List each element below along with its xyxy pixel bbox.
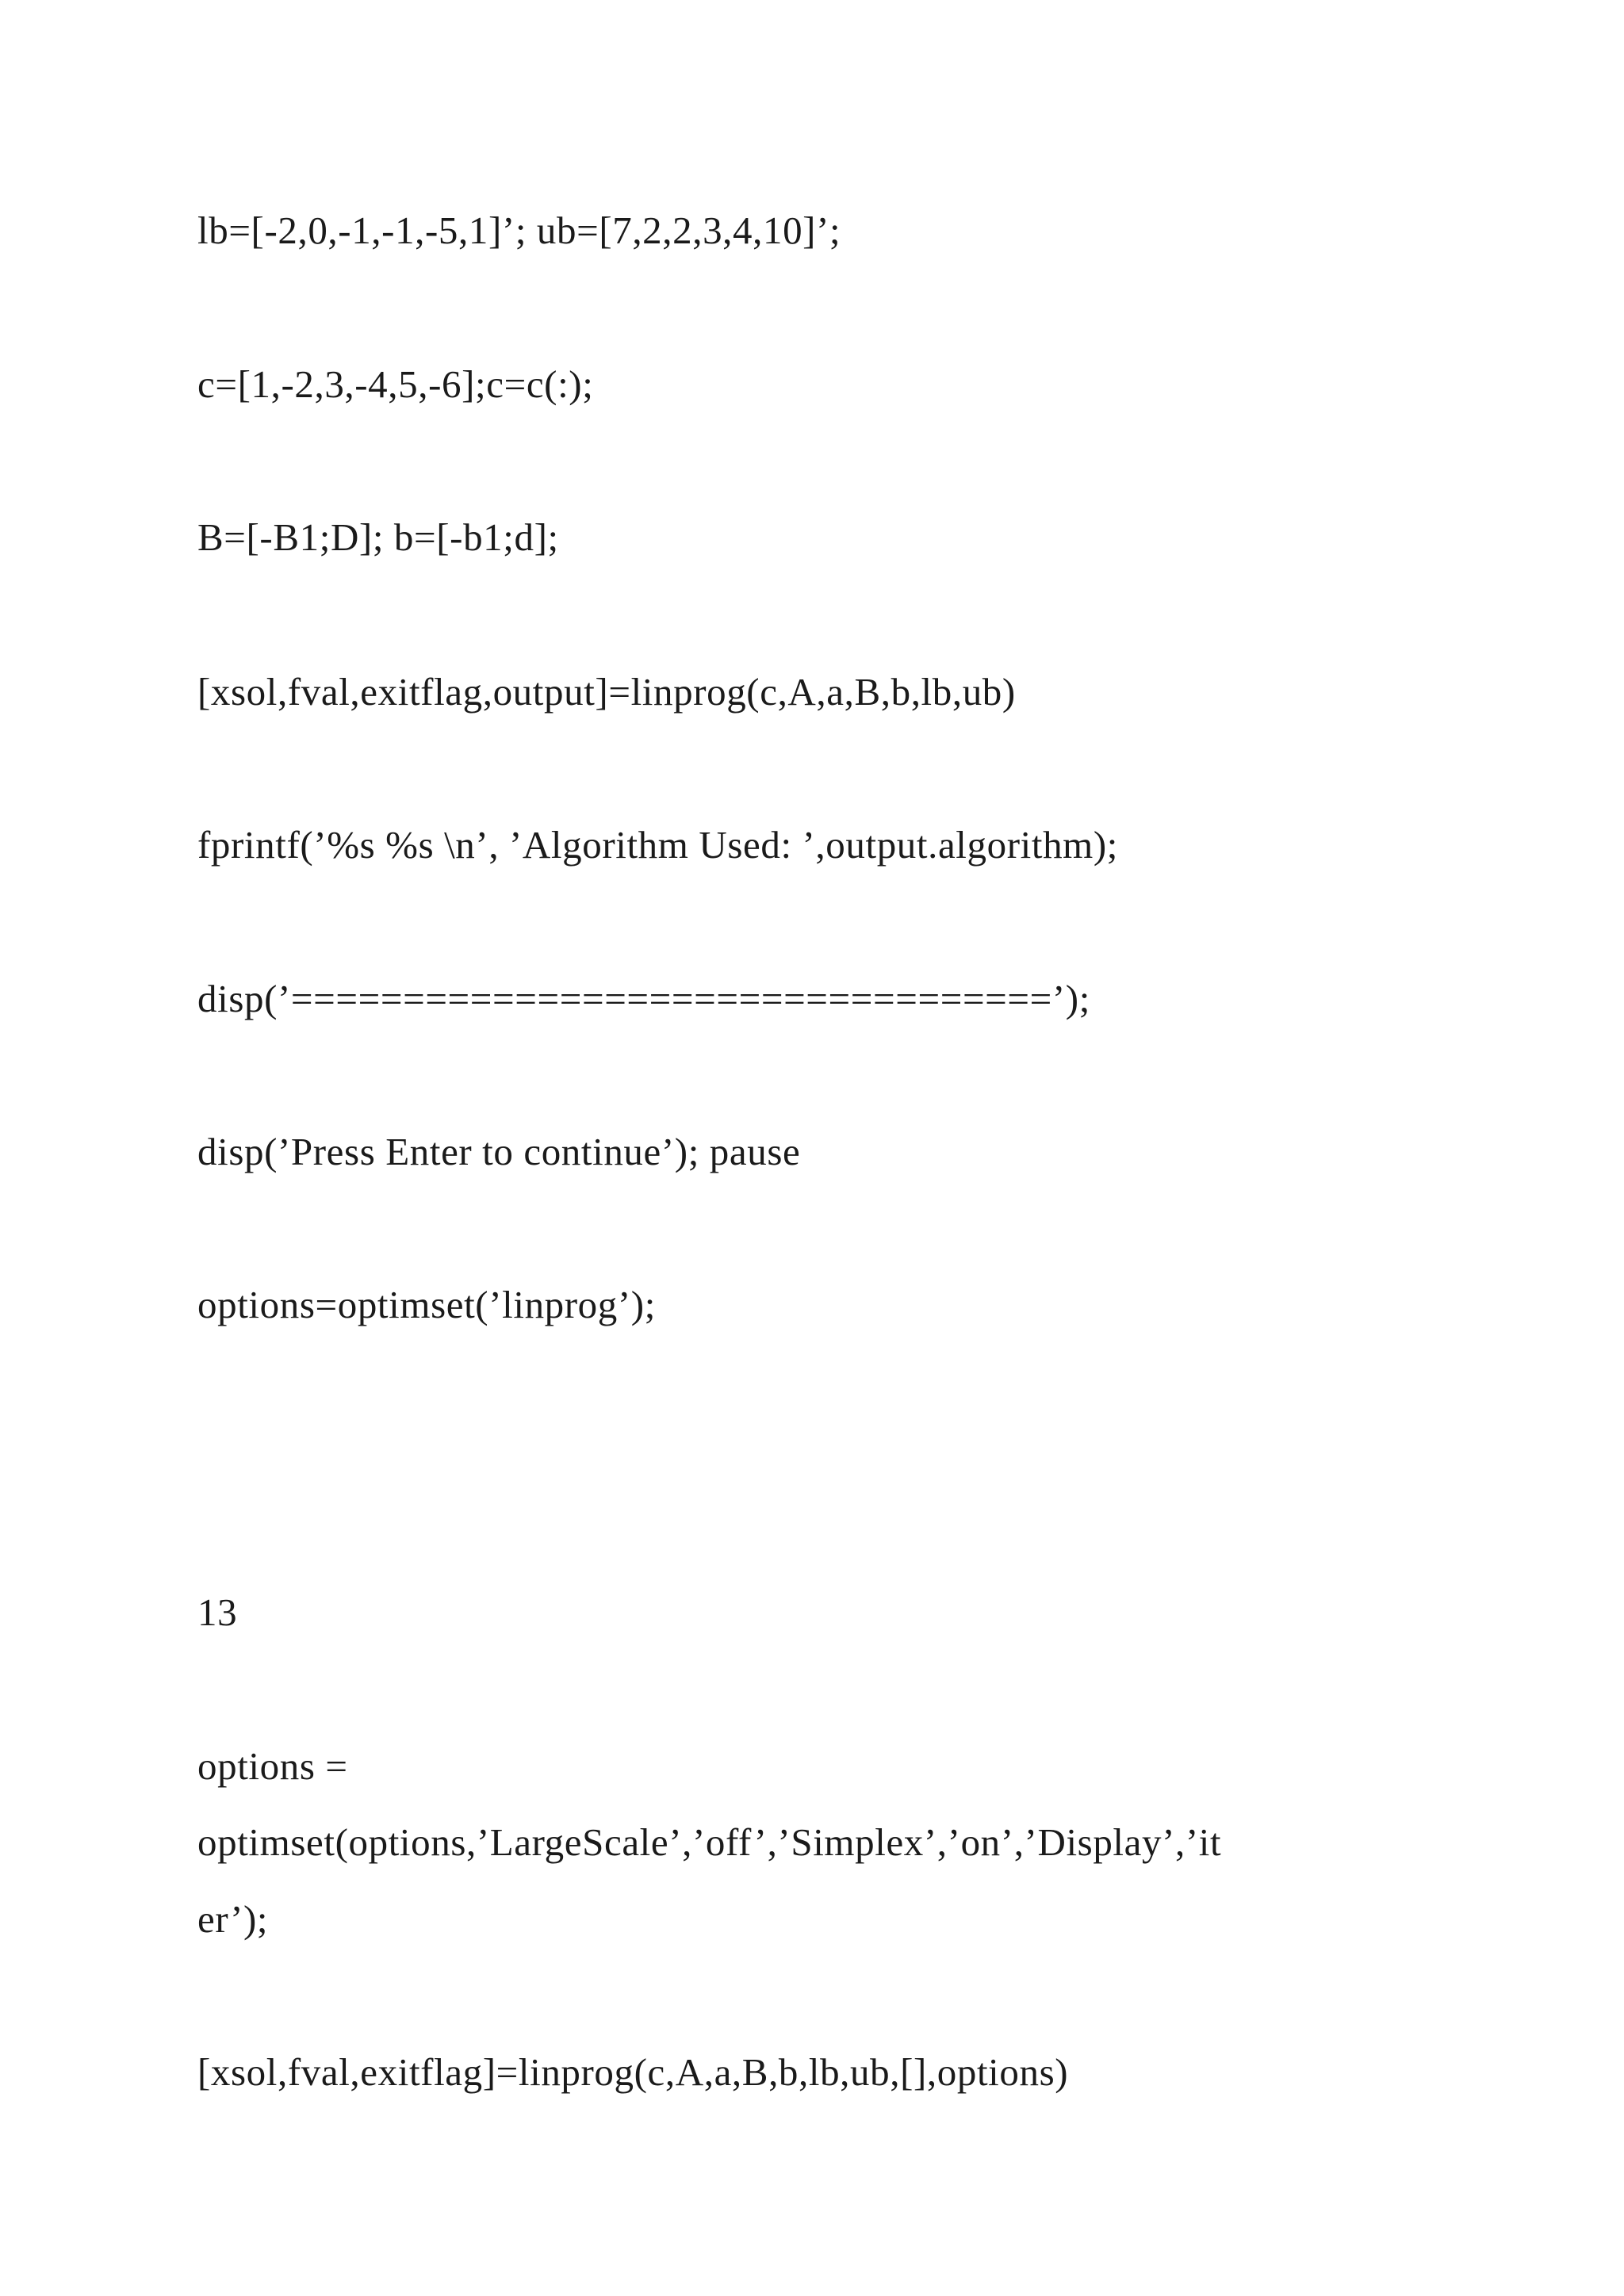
- code-line-disp-pause: disp(’Press Enter to continue’); pause: [197, 1130, 801, 1173]
- code-line-optimset-continued: er’);: [197, 1897, 269, 1941]
- code-line-optimset: options=optimset(’linprog’);: [197, 1283, 656, 1326]
- code-line-options-assign: options =: [197, 1744, 348, 1788]
- code-line-optimset-options: optimset(options,’LargeScale’,’off’,’Simplex’,’on’,’Display’,’it: [197, 1820, 1222, 1864]
- code-line-linprog-call: [xsol,fval,exitflag,output]=linprog(c,A,a,B,b,lb,ub): [197, 670, 1016, 714]
- code-line-cost-vector: c=[1,-2,3,-4,5,-6];c=c(:);: [197, 362, 594, 406]
- page-number: 13: [197, 1590, 238, 1634]
- code-line-fprintf: fprintf(’%s %s \n’, ’Algorithm Used: ’,output.algorithm);: [197, 823, 1119, 867]
- code-line-disp-separator: disp(’==================================’);: [197, 977, 1090, 1020]
- code-line-linprog-options: [xsol,fval,exitflag]=linprog(c,A,a,B,b,lb,ub,[],options): [197, 2050, 1069, 2094]
- code-line-constraints: B=[-B1;D]; b=[-b1;d];: [197, 515, 559, 559]
- code-line-bounds: lb=[-2,0,-1,-1,-5,1]’; ub=[7,2,2,3,4,10]’;: [197, 209, 841, 252]
